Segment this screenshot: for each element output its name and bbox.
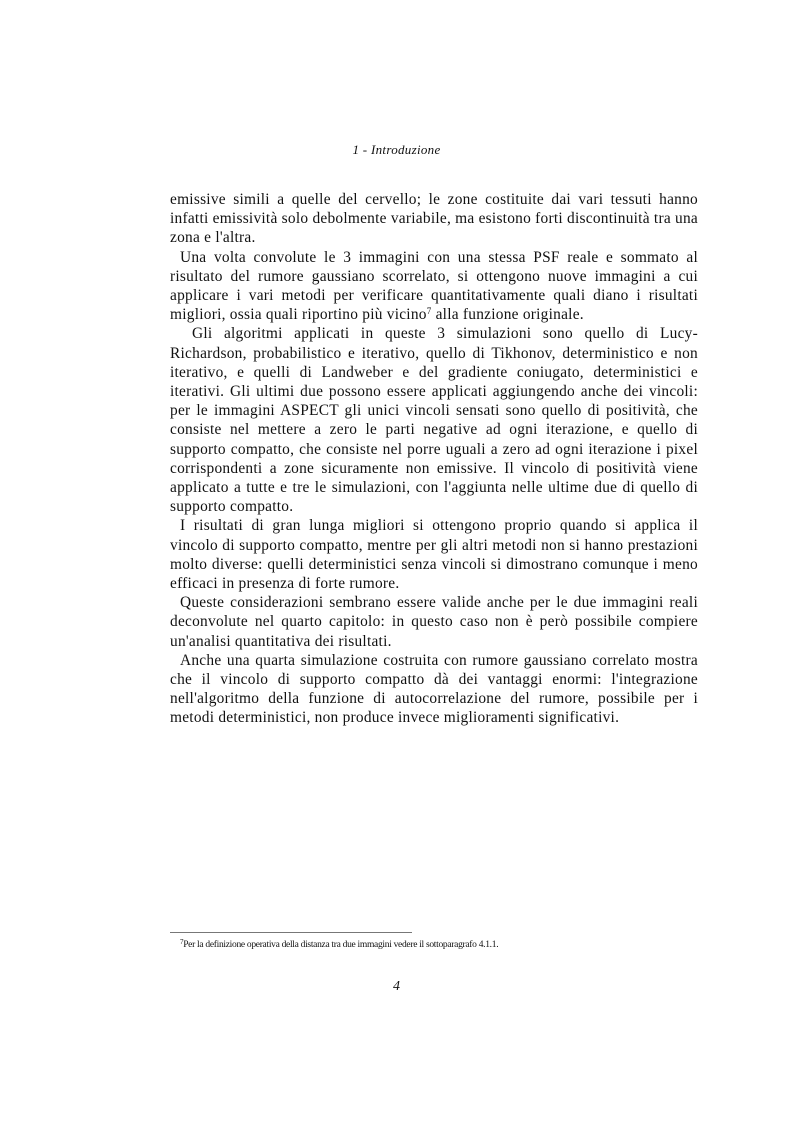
body-text xyxy=(170,190,698,728)
paragraph-4: I risultati di gran lunga migliori si ottengono proprio quando si applica il vincolo di supporto compatto, mentre per gli altri metodi non si hanno prestazioni molto diverse: quelli deterministici senza vincoli si dimostrano comunque i meno efficaci in presenza di forte rumore. xyxy=(170,517,698,593)
paragraph-3: Gli algoritmi applicati in queste 3 simulazioni sono quello di Lucy-Richardson, probabilistico e iterativo, quello di Tikhonov, deterministico e non iterativo, e quelli di Landweber e del gradiente coniugato, deterministici e iterativi. Gli ultimi due possono essere applicati aggiungendo anche dei vincoli: per le immagini ASPECT gli unici vincoli sensati sono quello di positività, che consiste nel mettere a zero le parti negative ad ogni iterazione, e quello di supporto compatto, che consiste nel porre uguali a zero ad ogni iterazione i pixel corrispondenti a zone sicuramente non emissive. Il vincolo di positività viene applicato a tutte e tre le simulazioni, con l'aggiunta nelle ultime due di quello di supporto compatto. xyxy=(170,325,698,516)
footnote-mark: 7 xyxy=(180,938,184,946)
footnote-reference: 7 xyxy=(426,306,432,317)
paragraph-2-tail: alla funzione originale. xyxy=(431,306,584,324)
paragraph-6: Anche una quarta simulazione costruita con rumore gaussiano correlato mostra che il vincolo di supporto compatto dà dei vantaggi enormi: l'integrazione nell'algoritmo della funzione di autocorrelazione del rumore, possibile per i metodi deterministici, non produce invece miglioramenti significativi. xyxy=(170,651,698,727)
page-number: 4 xyxy=(393,979,400,994)
paragraph-5: Queste considerazioni sembrano essere valide anche per le due immagini reali deconvolute nel quarto capitolo: in questo caso non è però possibile compiere un'analisi quantitativa dei risultati. xyxy=(170,594,698,650)
paragraph-2 xyxy=(170,248,698,325)
footnote xyxy=(180,939,700,951)
paragraph-1: emissive simili a quelle del cervello; le zone costituite dai vari tessuti hanno infatti emissività solo debolmente variabile, ma esistono forti discontinuità tra una zona e l'altra. xyxy=(170,191,698,247)
footnote-text: Per la definizione operativa della distanza tra due immagini vedere il sottoparagrafo 4.1.1. xyxy=(183,940,499,950)
running-header: 1 - Introduzione xyxy=(352,142,441,157)
footnote-divider xyxy=(170,932,412,933)
paragraph-2-text: Una volta convolute le 3 immagini con una stessa PSF reale e sommato al risultato del rumore gaussiano scorrelato, si ottengono nuove immagini a cui applicare i vari metodi per verificare quantitativamente quali diano i risultati migliori, ossia quali riportino più vicino xyxy=(170,248,698,324)
